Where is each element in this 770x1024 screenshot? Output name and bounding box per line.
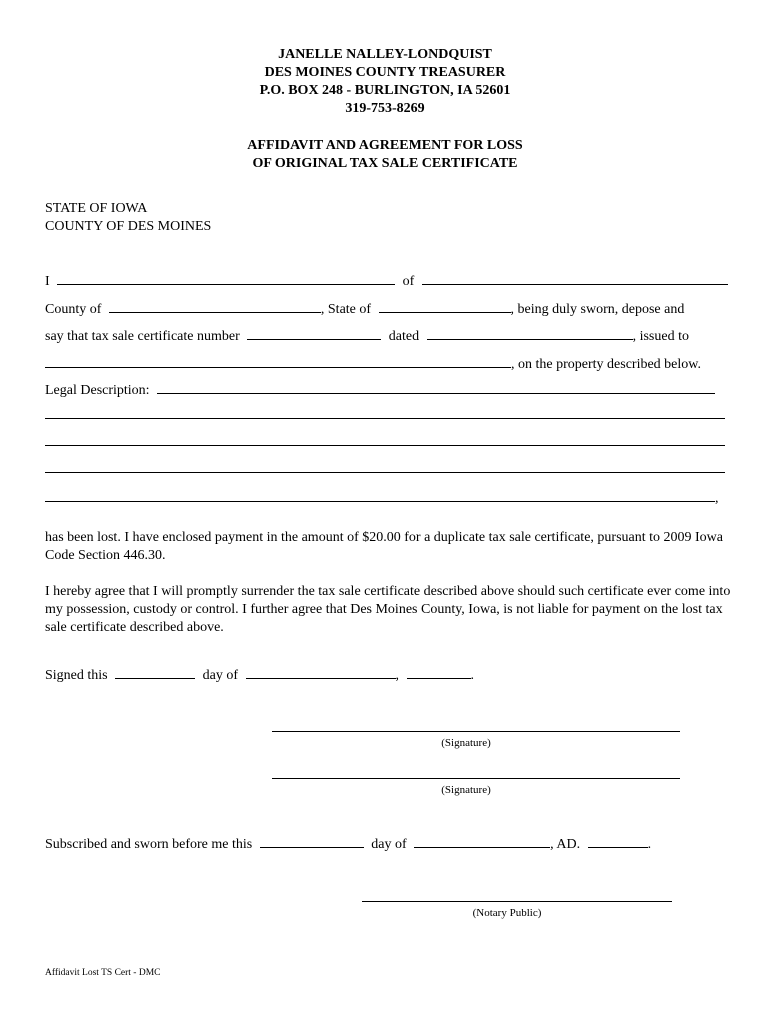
title-line-2: OF ORIGINAL TAX SALE CERTIFICATE — [252, 156, 518, 171]
issued-to-text: , issued to — [632, 329, 689, 344]
certificate-number-field[interactable] — [247, 325, 381, 340]
state-field[interactable] — [379, 298, 511, 313]
of-label: of — [402, 274, 415, 289]
notary-day-of-label: day of — [371, 837, 407, 852]
county-of-label: County of — [45, 302, 102, 317]
property-text: , on the property described below. — [511, 357, 701, 372]
office-phone: 319-753-8269 — [345, 101, 425, 116]
office-address: P.O. BOX 248 - BURLINGTON, IA 52601 — [259, 83, 511, 98]
signed-day-of-label: day of — [202, 668, 239, 683]
dated-field[interactable] — [427, 325, 633, 340]
duly-sworn-text: , being duly sworn, depose and — [510, 302, 685, 317]
signature-line-1[interactable] — [272, 731, 680, 732]
legal-description-field-1[interactable] — [157, 379, 715, 394]
county-field[interactable] — [109, 298, 321, 313]
notary-month-field[interactable] — [414, 833, 550, 848]
agreement-paragraph: I hereby agree that I will promptly surrender the tax sale certificate described above should such certificate ever come into my possession, custody or control. I further agree that Des Moines County, Iowa, is not liable for payment on the lost tax sale certificate described above. — [45, 584, 731, 635]
notary-year-field[interactable] — [588, 833, 648, 848]
notary-ad-text: , AD. — [550, 837, 581, 852]
form-footer: Affidavit Lost TS Cert - DMC — [45, 968, 161, 978]
issued-to-line — [45, 353, 701, 374]
title-line-1: AFFIDAVIT AND AGREEMENT FOR LOSS — [247, 138, 523, 153]
certificate-line — [45, 325, 689, 346]
payment-paragraph: has been lost. I have enclosed payment in the amount of $20.00 for a duplicate tax sale certificate, pursuant to 2009 Iowa Code Section 446.30. — [45, 530, 724, 563]
signed-this-line — [45, 664, 474, 685]
signature-label-2: (Signature) — [441, 784, 491, 796]
venue-state: STATE OF IOWA — [45, 201, 148, 216]
notary-signature-line[interactable] — [362, 901, 672, 902]
legal-description-field-3[interactable] — [45, 445, 725, 446]
signed-comma: , — [395, 668, 400, 683]
legal-description-field-4[interactable] — [45, 472, 725, 473]
venue-county: COUNTY OF DES MOINES — [45, 219, 212, 234]
signed-day-field[interactable] — [115, 664, 195, 679]
office-header — [0, 46, 770, 118]
signature-line-2[interactable] — [272, 778, 680, 779]
notary-line — [45, 833, 651, 854]
subscribed-text: Subscribed and sworn before me this — [45, 837, 253, 852]
office-name: DES MOINES COUNTY TREASURER — [264, 65, 506, 80]
legal-description-field-2[interactable] — [45, 418, 725, 419]
say-that-text: say that tax sale certificate number — [45, 329, 240, 344]
signed-year-field[interactable] — [407, 664, 471, 679]
affiant-line — [45, 270, 728, 291]
notary-period: . — [647, 837, 652, 852]
signed-this-label: Signed this — [45, 668, 108, 683]
signed-period: . — [470, 668, 475, 683]
dated-label: dated — [388, 329, 420, 344]
notary-day-field[interactable] — [260, 833, 364, 848]
document-title — [0, 137, 770, 173]
issued-to-field[interactable] — [45, 353, 511, 368]
county-state-line — [45, 298, 684, 319]
legal-description-comma: , — [715, 491, 719, 506]
legal-description-line — [45, 379, 715, 400]
treasurer-name: JANELLE NALLEY-LONDQUIST — [278, 47, 492, 62]
state-of-label: , State of — [320, 302, 372, 317]
i-label: I — [45, 274, 50, 289]
legal-description-last-line — [45, 487, 719, 508]
legal-description-field-5[interactable] — [45, 487, 715, 502]
signature-label-1: (Signature) — [441, 737, 491, 749]
legal-description-label: Legal Description: — [45, 383, 150, 398]
affiant-of-field[interactable] — [422, 270, 728, 285]
affiant-name-field[interactable] — [57, 270, 395, 285]
notary-public-label: (Notary Public) — [472, 907, 542, 919]
signed-month-field[interactable] — [246, 664, 396, 679]
